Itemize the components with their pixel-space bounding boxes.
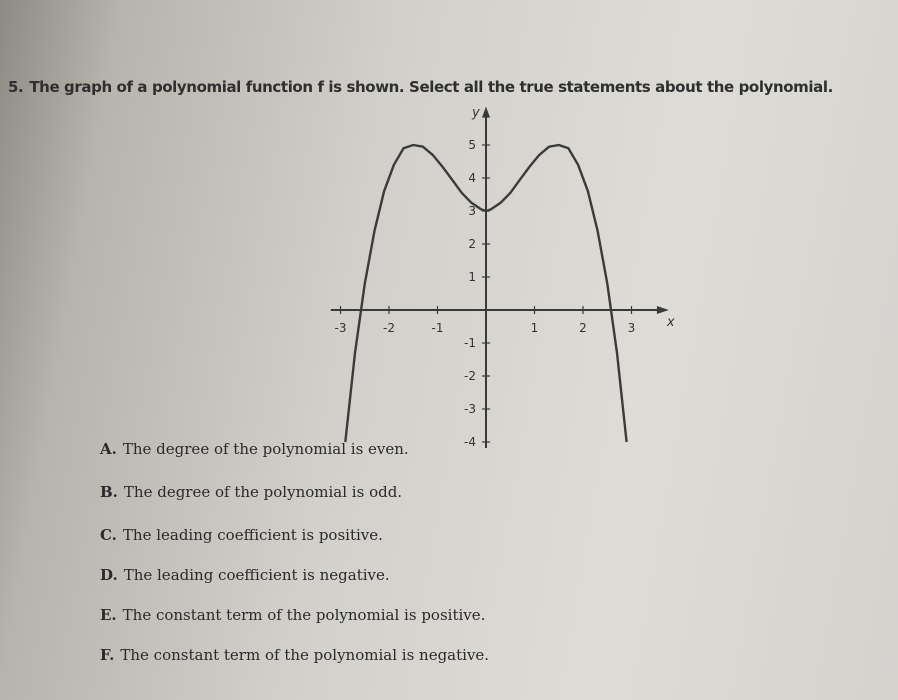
y-tick-label: 5 [468,138,476,152]
graph-svg [300,98,680,448]
option-a[interactable] [100,440,409,458]
option-text: The constant term of the polynomial is negative. [120,646,490,664]
y-tick-label: 4 [468,171,476,185]
option-text: The constant term of the polynomial is positive. [122,606,486,624]
y-tick-label: 2 [468,237,476,251]
y-tick-label: 1 [468,270,476,284]
y-axis-label: y [472,105,480,121]
option-letter: F. [100,646,115,664]
option-b[interactable] [100,483,402,501]
question-number: 5. [8,78,24,96]
option-d[interactable] [100,566,390,584]
x-tick-label: -1 [431,321,444,335]
y-tick-label: -1 [464,336,476,350]
x-tick-label: 2 [579,321,587,335]
x-tick-label: 1 [530,321,539,335]
question-prompt: The graph of a polynomial function f is shown. Select all the true statements about the polynomial. [29,78,833,96]
option-text: The degree of the polynomial is even. [122,440,409,458]
option-text: The leading coefficient is positive. [122,526,383,544]
x-axis-arrow [657,306,669,314]
option-c[interactable] [100,526,383,544]
x-tick-label: 3 [627,321,636,335]
y-tick-label: -2 [464,369,476,383]
polynomial-graph [300,98,680,452]
option-text: The leading coefficient is negative. [123,566,390,584]
option-letter: C. [100,526,117,544]
y-axis-arrow [482,107,490,118]
option-f[interactable] [100,646,489,664]
question-text [8,78,833,96]
y-tick-label: 3 [468,204,476,218]
option-e[interactable] [100,606,485,624]
y-tick-label: -3 [464,402,476,416]
option-letter: A. [100,440,117,458]
x-tick-label: -2 [383,321,395,335]
option-letter: B. [100,483,118,501]
option-letter: D. [100,566,118,584]
option-letter: E. [100,606,117,624]
x-tick-label: -3 [334,321,347,335]
option-text: The degree of the polynomial is odd. [123,483,403,501]
y-tick-label: -4 [464,435,476,448]
x-axis-label: x [666,315,675,330]
